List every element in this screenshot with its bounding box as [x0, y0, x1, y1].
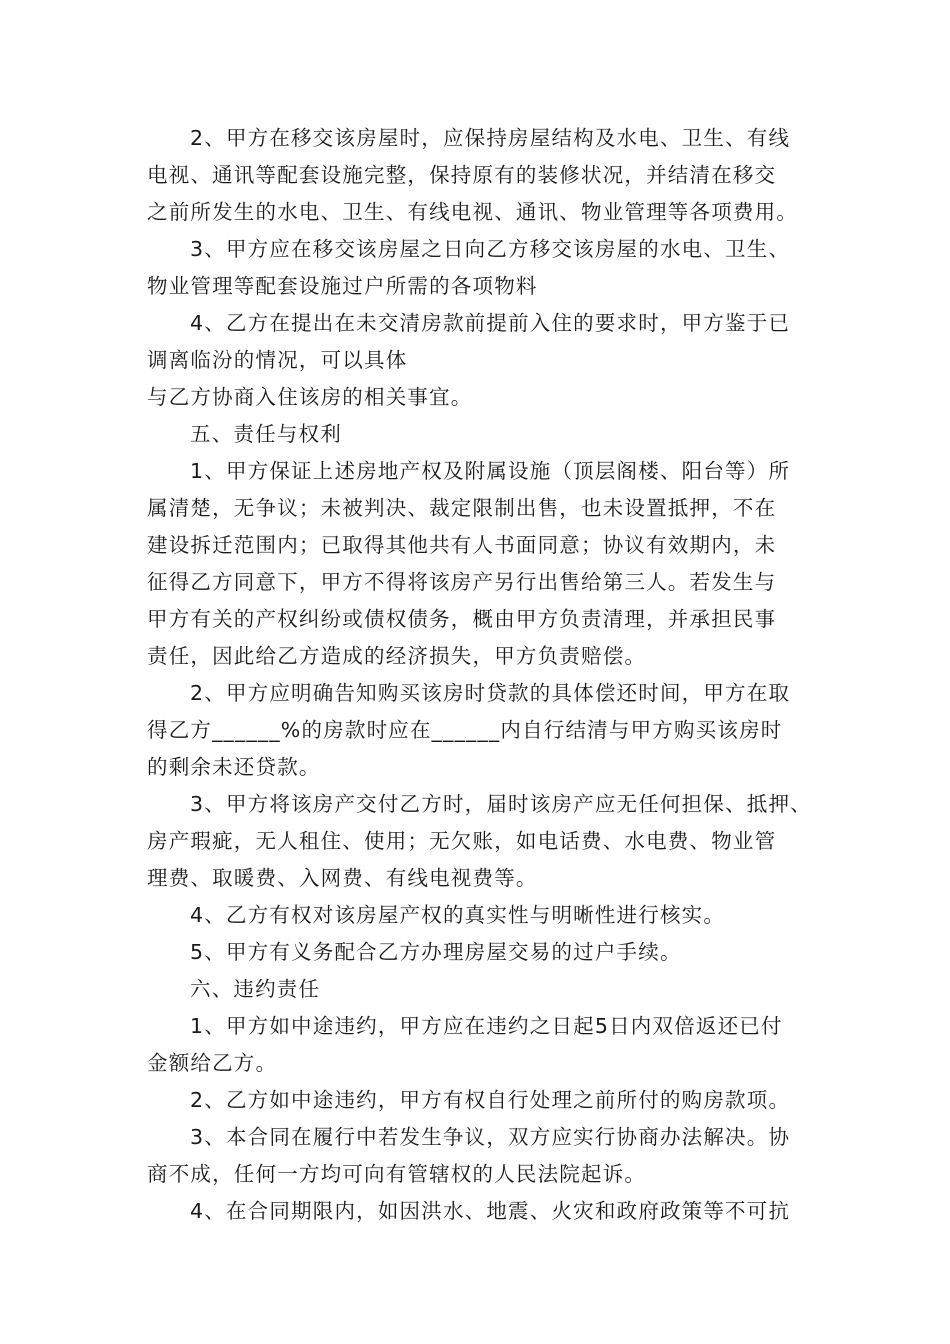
- text-line: 电视、通讯等配套设施完整，保持原有的装修状况，并结清在移交: [147, 163, 777, 187]
- text-line: 3、甲方应在移交该房屋之日向乙方移交该房屋的水电、卫生、: [190, 237, 791, 261]
- text-line: 物业管理等配套设施过户所需的各项物料: [147, 274, 538, 298]
- text-line: 2、甲方应明确告知购买该房时贷款的具体偿还时间，甲方在取: [190, 681, 791, 705]
- text-line: 理费、取暖费、入网费、有线电视费等。: [147, 866, 538, 890]
- text-line: 2、乙方如中途违约，甲方有权自行处理之前所付的购房款项。: [190, 1088, 791, 1112]
- text-line: 得乙方______%的房款时应在______内自行结清与甲方购买该房时: [147, 718, 783, 742]
- text-line: 3、甲方将该房产交付乙方时，届时该房产应无任何担保、抵押、: [190, 792, 812, 816]
- text-line: 调离临汾的情况，可以具体: [147, 348, 408, 372]
- text-line: 5、甲方有义务配合乙方办理房屋交易的过户手续。: [190, 940, 682, 964]
- text-line: 责任，因此给乙方造成的经济损失，甲方负责赔偿。: [147, 644, 647, 668]
- text-line: 房产瑕疵，无人租住、使用；无欠账，如电话费、水电费、物业管: [147, 829, 777, 853]
- text-line: 3、本合同在履行中若发生争议，双方应实行协商办法解决。协: [190, 1125, 791, 1149]
- text-line: 建设拆迁范围内；已取得其他共有人书面同意；协议有效期内，未: [147, 533, 777, 557]
- text-line: 2、甲方在移交该房屋时，应保持房屋结构及水电、卫生、有线: [190, 126, 791, 150]
- section-heading: 五、责任与权利: [190, 422, 342, 446]
- text-line: 属清楚，无争议；未被判决、裁定限制出售，也未设置抵押，不在: [147, 496, 777, 520]
- text-line: 4、在合同期限内，如因洪水、地震、火灾和政府政策等不可抗: [190, 1199, 791, 1223]
- text-line: 征得乙方同意下，甲方不得将该房产另行出售给第三人。若发生与: [147, 570, 777, 594]
- text-line: 4、乙方有权对该房屋产权的真实性与明晰性进行核实。: [190, 903, 726, 927]
- text-line: 4、乙方在提出在未交清房款前提前入住的要求时，甲方鉴于已: [190, 311, 791, 335]
- text-line: 1、甲方保证上述房地产权及附属设施（顶层阁楼、阳台等）所: [190, 459, 791, 483]
- text-line: 甲方有关的产权纠纷或债权债务，概由甲方负责清理，并承担民事: [147, 607, 777, 631]
- text-line: 之前所发生的水电、卫生、有线电视、通讯、物业管理等各项费用。: [147, 200, 798, 224]
- text-line: 金额给乙方。: [147, 1051, 278, 1075]
- section-heading: 六、违约责任: [190, 977, 321, 1001]
- text-line: 商不成，任何一方均可向有管辖权的人民法院起诉。: [147, 1162, 647, 1186]
- text-line: 1、甲方如中途违约，甲方应在违约之日起5日内双倍返还已付: [190, 1014, 783, 1038]
- text-line: 的剩余未还贷款。: [147, 755, 321, 779]
- text-line: 与乙方协商入住该房的相关事宜。: [147, 385, 473, 409]
